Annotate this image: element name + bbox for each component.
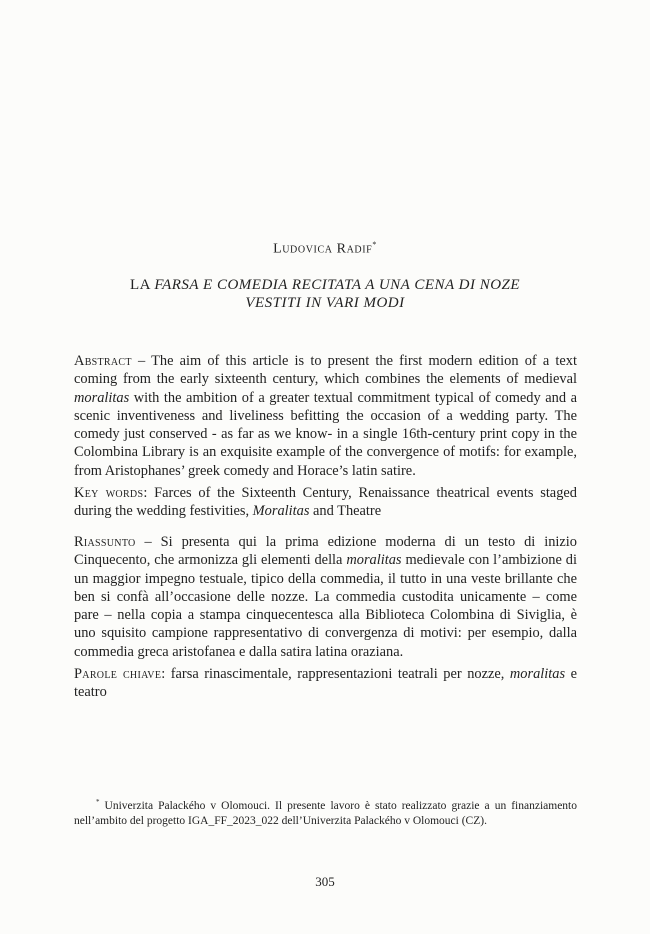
abstract-text2: with the ambition of a greater textual commitment typical of comedy and a scenic inventiveness and liveliness befitting the occasion of a wedding party. The comedy just conserved - as far as we know- in a single 16th-century print copy in the Colombina Library is an exquisite example of the convergence of motifs: for example, from Aristophanes’ greek comedy and Horace’s latin satire.	[74, 389, 577, 479]
abstract-dash: –	[131, 353, 152, 369]
keywords-italic-term: Moralitas	[252, 503, 310, 520]
author-name-text: Ludovica Radif	[273, 241, 373, 257]
title-italic-line2: VESTITI IN VARI MODI	[245, 295, 405, 311]
article-title	[0, 276, 650, 312]
keywords-label: Key words	[74, 485, 144, 501]
keywords-text1: Farces of the Sixteenth Century, Renaissance theatrical events staged during the wedding festivities,	[74, 485, 577, 520]
footnote-text: Univerzita Palackého v Olomouci. Il presente lavoro è stato realizzato grazie a un finanziamento nell’ambito del progetto IGA_FF_2023_022 dell’Univerzita Palackého v Olomouci (CZ).	[74, 799, 577, 828]
abstract-text1: The aim of this article is to present the first modern edition of a text coming from the early sixteenth century, which combines the elements of medieval	[74, 353, 577, 388]
riassunto-dash: –	[135, 534, 161, 550]
parole-chiave-text1: farsa rinascimentale, rappresentazioni teatrali per nozze,	[170, 666, 510, 682]
footnote-mark: *	[96, 798, 100, 806]
author-name	[0, 240, 650, 258]
keywords-text2: and Theatre	[309, 503, 382, 520]
title-lead: LA	[129, 277, 155, 293]
title-italic-line1: FARSA E COMEDIA RECITATA A UNA CENA DI NOZE	[154, 277, 521, 293]
footnote	[74, 795, 577, 830]
keywords-paragraph	[74, 484, 577, 521]
parole-chiave-paragraph	[74, 665, 577, 702]
parole-chiave-label: Parole chiave	[74, 666, 162, 682]
riassunto-label: Riassunto	[74, 534, 136, 550]
abstract-label: Abstract	[74, 353, 132, 369]
parole-chiave-colon: :	[161, 666, 171, 682]
riassunto-paragraph	[74, 533, 577, 661]
riassunto-text1: Si presenta qui la prima edizione moderna di un testo di inizio Cinquecento, che armonizza gli elementi della	[74, 534, 577, 569]
keywords-colon: :	[143, 485, 155, 501]
abstract-italic-term: moralitas	[74, 389, 130, 406]
riassunto-text2: medievale con l’ambizione di un maggior impegno testuale, tipico della commedia, il tutto in una veste brillante che ben si confà all’occasione delle nozze. La commedia custodita unicamente – come pare – nella copia a stampa cinquecentesca alla Biblioteca Colombina di Siviglia, è uno squisito campione rappresentativo di convergenza di motivi: per esempio, dalla commedia greca aristofanea e dalla satira latina oraziana.	[74, 552, 577, 660]
page-number: 305	[315, 874, 335, 889]
riassunto-italic-term: moralitas	[346, 552, 402, 569]
parole-chiave-italic-term: moralitas	[509, 666, 566, 682]
parole-chiave-text2: e teatro	[74, 666, 577, 701]
author-footnote-mark: *	[372, 240, 377, 249]
abstract-paragraph	[74, 352, 577, 480]
